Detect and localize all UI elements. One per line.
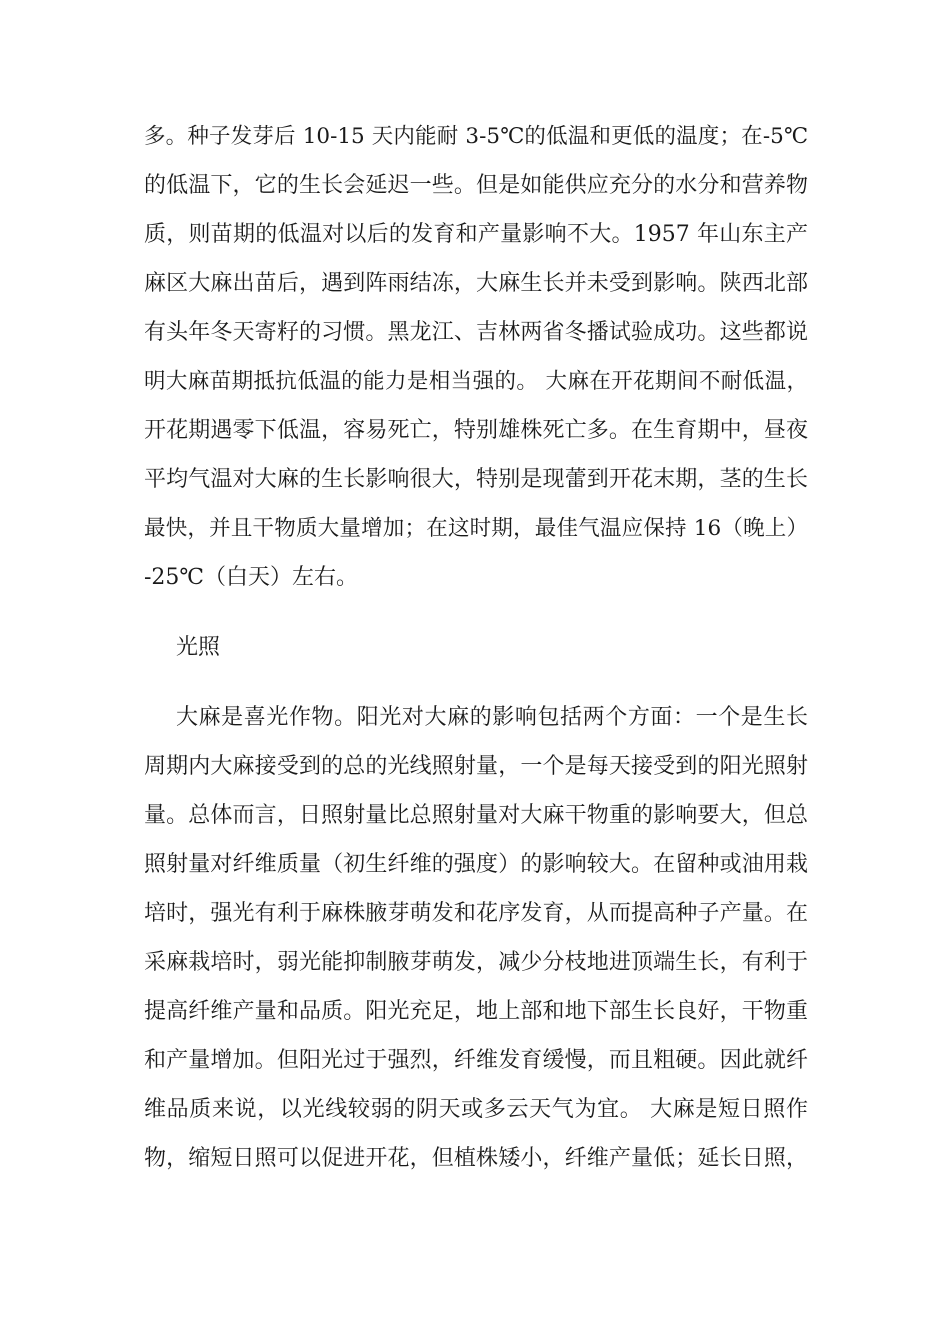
paragraph-2-line: 量。总体而言，日照射量比总照射量对大麻干物重的影响要大，但总 — [144, 803, 808, 828]
paragraph-2-line: 和产量增加。但阳光过于强烈，纤维发育缓慢，而且粗硬。因此就纤 — [144, 1048, 808, 1073]
paragraph-2-line: 物，缩短日照可以促进开花，但植株矮小，纤维产量低；延长日照， — [144, 1146, 808, 1171]
paragraph-2-line: 提高纤维产量和品质。阳光充足，地上部和地下部生长良好，干物重 — [144, 999, 808, 1024]
paragraph-2-line: 大麻是喜光作物。阳光对大麻的影响包括两个方面：一个是生长 — [176, 705, 808, 730]
paragraph-2-line: 照射量对纤维质量（初生纤维的强度）的影响较大。在留种或油用栽 — [144, 852, 808, 877]
paragraph-1-line: 麻区大麻出苗后，遇到阵雨结冻，大麻生长并未受到影响。陕西北部 — [144, 271, 808, 296]
paragraph-1-line: 多。种子发芽后 10-15 天内能耐 3-5℃的低温和更低的温度；在-5℃ — [144, 124, 808, 149]
paragraph-1-line: 有头年冬天寄籽的习惯。黑龙江、吉林两省冬播试验成功。这些都说 — [144, 320, 808, 345]
paragraph-1-line: 明大麻苗期抵抗低温的能力是相当强的。 大麻在开花期间不耐低温， — [144, 369, 808, 394]
paragraph-1-line: 质，则苗期的低温对以后的发育和产量影响不大。1957 年山东主产 — [144, 222, 808, 247]
paragraph-1-line: -25℃（白天）左右。 — [144, 565, 359, 590]
paragraph-2-line: 培时，强光有利于麻株腋芽萌发和花序发育，从而提高种子产量。在 — [144, 901, 808, 926]
paragraph-2-line: 维品质来说，以光线较弱的阴天或多云天气为宜。 大麻是短日照作 — [144, 1097, 808, 1122]
paragraph-2-line: 采麻栽培时，弱光能抑制腋芽萌发，减少分枝地进顶端生长，有利于 — [144, 950, 808, 975]
paragraph-1-line: 开花期遇零下低温，容易死亡，特别雄株死亡多。在生育期中，昼夜 — [144, 418, 808, 443]
paragraph-1-line: 平均气温对大麻的生长影响很大，特别是现蕾到开花末期，茎的生长 — [144, 467, 808, 492]
paragraph-2-line: 周期内大麻接受到的总的光线照射量，一个是每天接受到的阳光照射 — [144, 754, 808, 779]
section-heading: 光照 — [176, 635, 221, 660]
paragraph-1-line: 的低温下，它的生长会延迟一些。但是如能供应充分的水分和营养物 — [144, 173, 808, 198]
paragraph-1-line: 最快，并且干物质大量增加；在这时期，最佳气温应保持 16（晚上） — [144, 516, 808, 541]
